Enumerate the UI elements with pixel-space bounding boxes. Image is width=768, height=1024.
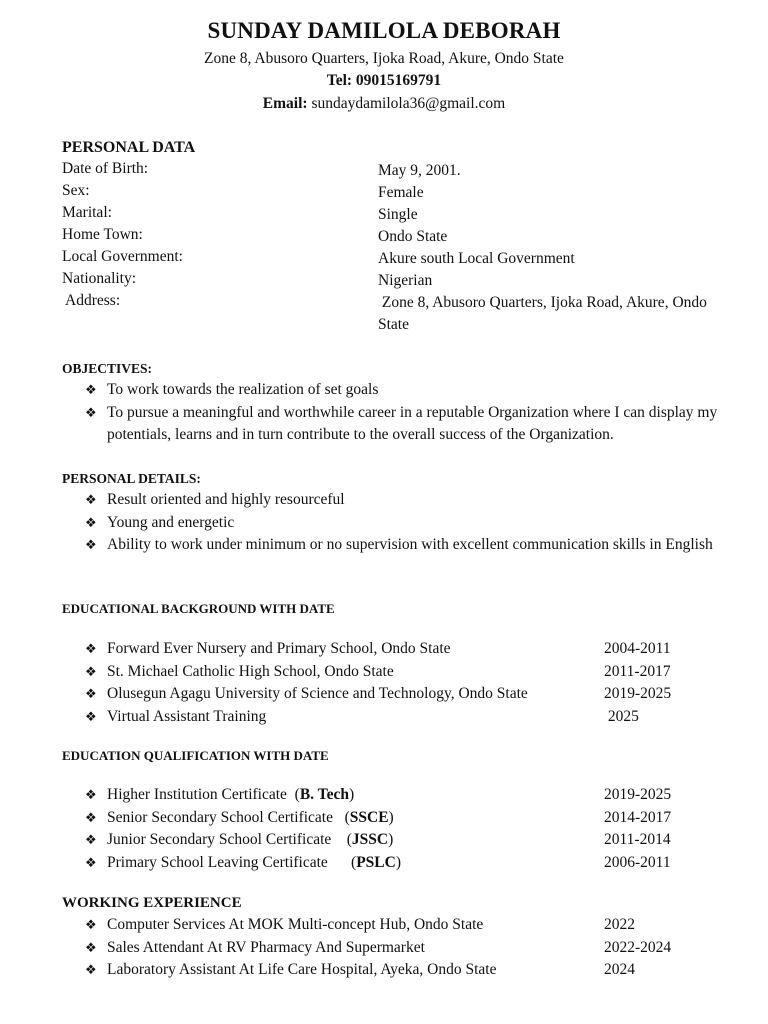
personal-details-list — [85, 489, 735, 557]
diamond-bullet-icon: ❖ — [85, 832, 97, 847]
list-item: ❖ Virtual Assistant Training 2025 — [85, 706, 725, 729]
pd-value: Ondo State — [378, 228, 448, 245]
personal-data-row — [62, 160, 742, 182]
list-item: ❖ Result oriented and highly resourceful — [85, 489, 735, 512]
list-item: ❖ St. Michael Catholic High School, Ondo State 2011-2017 — [85, 661, 725, 684]
date-range: 2022-2024 — [604, 938, 672, 956]
list-item: ❖ Ability to work under minimum or no supervision with excellent communication skills in English — [85, 534, 735, 557]
objectives-heading: OBJECTIVES: — [62, 361, 153, 376]
diamond-bullet-icon: ❖ — [85, 382, 97, 397]
personal-data-row — [62, 204, 742, 226]
education-qualification-heading: EDUCATION QUALIFICATION WITH DATE — [62, 748, 329, 763]
diamond-bullet-icon: ❖ — [85, 663, 97, 679]
date-range: 2006-2011 — [604, 853, 671, 871]
list-item: ❖ Sales Attendant At RV Pharmacy And Supermarket 2022-2024 — [85, 937, 725, 960]
list-item: ❖ Primary School Leaving Certificate (PSLC) 2006-2011 — [85, 852, 725, 875]
diamond-bullet-icon: ❖ — [85, 492, 97, 507]
diamond-bullet-icon: ❖ — [85, 514, 97, 530]
list-item: ❖ Laboratory Assistant At Life Care Hospital, Ayeka, Ondo State 2024 — [85, 959, 725, 982]
list-item: ❖ Junior Secondary School Certificate (JSSC) 2011-2014 — [85, 829, 725, 852]
personal-data-row — [62, 292, 742, 336]
personal-data-row — [62, 248, 742, 270]
pd-label: Date of Birth: — [62, 160, 149, 177]
personal-data-row — [62, 182, 742, 204]
objectives-list — [85, 379, 735, 447]
working-experience-heading: WORKING EXPERIENCE — [62, 895, 242, 911]
list-item: ❖ To work towards the realization of set goals — [85, 379, 735, 402]
date-range: 2014-2017 — [604, 808, 672, 826]
working-experience-list — [85, 914, 725, 982]
diamond-bullet-icon: ❖ — [85, 404, 97, 420]
pd-label: Nationality: — [62, 270, 137, 287]
diamond-bullet-icon: ❖ — [85, 537, 97, 552]
pd-label: Address: — [62, 292, 121, 309]
qualification-abbr: SSCE — [349, 808, 389, 826]
date-range: 2011-2017 — [604, 662, 671, 680]
pd-value: Akure south Local Government — [378, 250, 575, 267]
personal-data-row — [62, 270, 742, 292]
pd-label: Marital: — [62, 204, 112, 221]
personal-data-row — [62, 226, 742, 248]
pd-value: Female — [378, 184, 424, 201]
contact-address: Zone 8, Abusoro Quarters, Ijoka Road, Akure, Ondo State — [204, 50, 564, 67]
pd-label: Home Town: — [62, 226, 143, 243]
list-item: ❖ To pursue a meaningful and worthwhile career in a reputable Organization where I can display my potentials, learns and in turn contribute to the overall success of the Organization. — [85, 403, 718, 443]
diamond-bullet-icon: ❖ — [85, 641, 97, 656]
list-item: ❖ Computer Services At MOK Multi-concept Hub, Ondo State 2022 — [85, 914, 725, 937]
diamond-bullet-icon: ❖ — [85, 939, 97, 955]
contact-email — [0, 95, 768, 113]
list-item: ❖ Young and energetic — [85, 512, 735, 535]
date-range: 2025 — [604, 707, 639, 725]
date-range: 2004-2011 — [604, 640, 671, 657]
diamond-bullet-icon: ❖ — [85, 962, 97, 977]
list-item: ❖ Higher Institution Certificate (B. Tech) 2019-2025 — [85, 784, 725, 807]
diamond-bullet-icon: ❖ — [85, 809, 97, 825]
list-item: ❖ Senior Secondary School Certificate (SSCE) 2014-2017 — [85, 807, 725, 830]
list-item: ❖ Olusegun Agagu University of Science and Technology, Ondo State 2019-2025 — [85, 683, 725, 706]
contact-phone: Tel: 09015169791 — [326, 72, 442, 89]
education-background-list — [85, 638, 725, 728]
candidate-name: SUNDAY DAMILOLA DEBORAH — [207, 18, 561, 43]
date-range: 2019-2025 — [604, 786, 672, 803]
qualification-abbr: PSLC — [356, 853, 396, 871]
qualification-abbr: B. Tech — [299, 786, 349, 803]
diamond-bullet-icon: ❖ — [85, 854, 97, 870]
pd-value: Single — [378, 206, 418, 223]
education-qualification-list — [85, 784, 725, 874]
diamond-bullet-icon: ❖ — [85, 787, 97, 802]
personal-details-heading: PERSONAL DETAILS: — [62, 471, 201, 486]
pd-value: Nigerian — [378, 272, 433, 289]
qualification-abbr: JSSC — [351, 831, 389, 848]
pd-value: Zone 8, Abusoro Quarters, Ijoka Road, Akure, Ondo State — [378, 294, 711, 333]
diamond-bullet-icon: ❖ — [85, 686, 97, 701]
date-range: 2024 — [604, 961, 635, 978]
pd-value: May 9, 2001. — [378, 162, 461, 179]
email-label: Email: — [262, 95, 308, 112]
pd-label: Sex: — [62, 182, 90, 199]
pd-label: Local Government: — [62, 248, 183, 265]
date-range: 2022 — [604, 916, 635, 933]
email-value: sundaydamilola36@gmail.com — [311, 95, 506, 112]
education-background-heading: EDUCATIONAL BACKGROUND WITH DATE — [62, 601, 335, 616]
date-range: 2019-2025 — [604, 685, 672, 702]
list-item: ❖ Forward Ever Nursery and Primary School, Ondo State 2004-2011 — [85, 638, 725, 661]
diamond-bullet-icon: ❖ — [85, 708, 97, 724]
personal-data-heading: PERSONAL DATA — [62, 139, 196, 156]
date-range: 2011-2014 — [604, 831, 671, 848]
diamond-bullet-icon: ❖ — [85, 917, 97, 932]
